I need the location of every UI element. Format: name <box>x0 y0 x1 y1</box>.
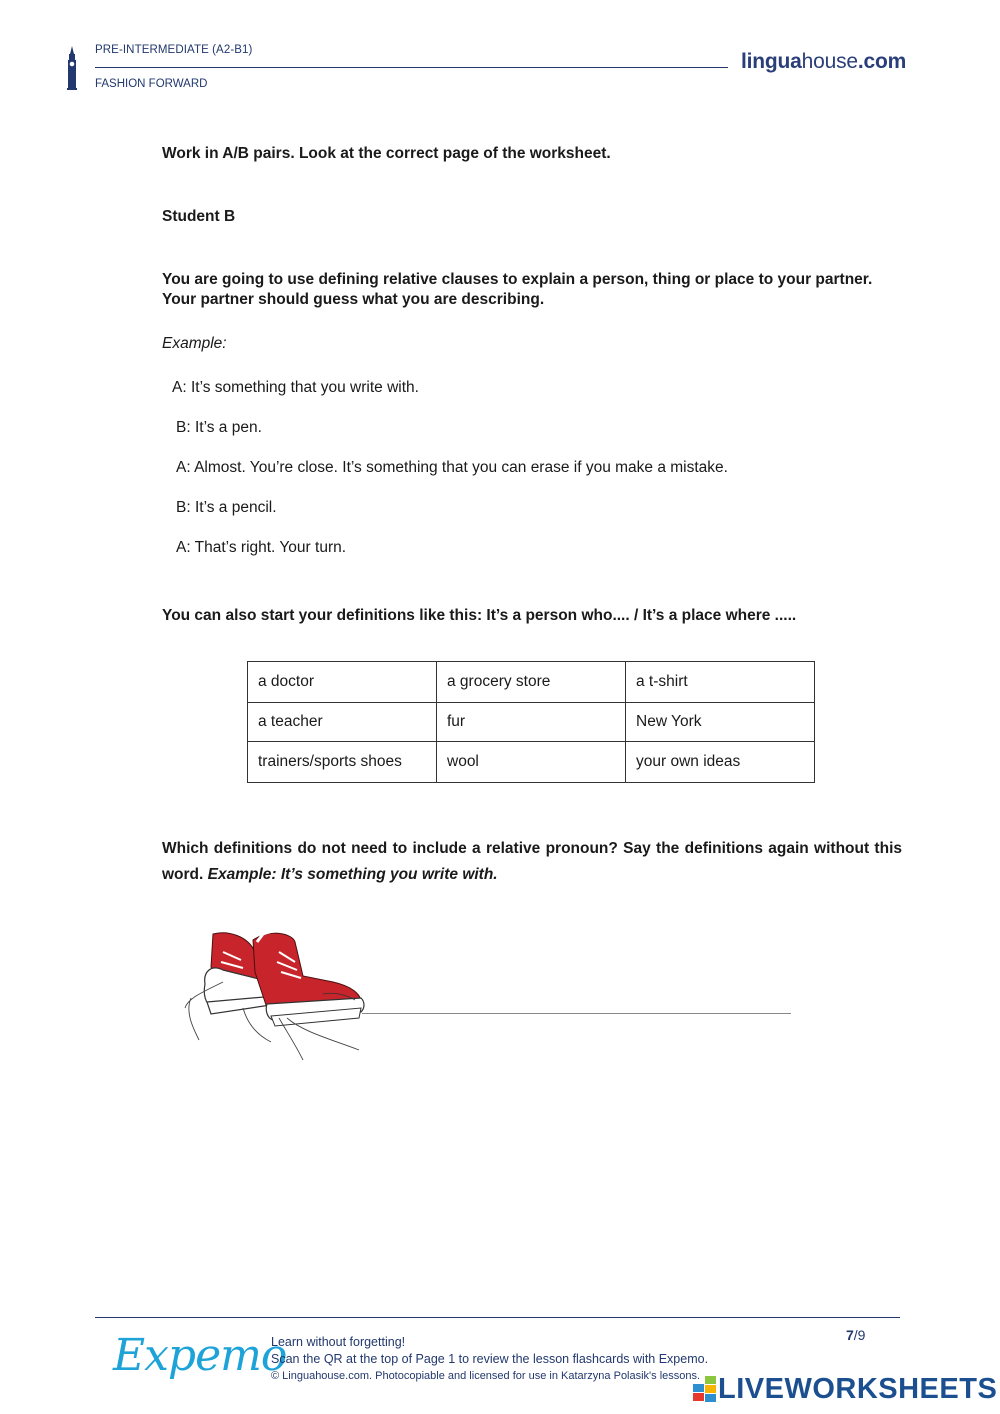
definition-starters: You can also start your definitions like this: It’s a person who.... / It’s a place where ..... <box>162 607 797 624</box>
dialogue-line: A: It’s something that you write with. <box>172 379 419 396</box>
dialogue-line: B: It’s a pen. <box>176 419 262 436</box>
table-cell: fur <box>437 703 626 742</box>
example-label: Example: <box>162 335 227 352</box>
task-instruction: You are going to use defining relative clauses to explain a person, thing or place to your partner. Your partner should guess what you are describing. <box>162 271 873 308</box>
big-ben-icon <box>64 46 80 90</box>
table-cell: a t-shirt <box>626 662 815 703</box>
footer-text <box>271 1334 708 1385</box>
answer-line <box>362 1013 791 1014</box>
header-divider <box>95 67 728 68</box>
expemo-logo: Expemo <box>113 1330 287 1381</box>
table-row <box>248 662 815 703</box>
footer-qr-note: Scan the QR at the top of Page 1 to review the lesson flashcards with Expemo. <box>271 1352 709 1366</box>
footer-divider <box>95 1317 900 1318</box>
brand-tld: .com <box>857 50 907 73</box>
brand-light: house <box>801 50 858 73</box>
page-number <box>846 1327 865 1343</box>
footer-copyright: © Linguahouse.com. Photocopiable and licensed for use in Katarzyna Polasik's lessons. <box>271 1370 701 1382</box>
vocabulary-table <box>247 661 815 783</box>
table-cell: a doctor <box>248 662 437 703</box>
liveworksheets-watermark: LIVEWORKSHEETS <box>718 1373 998 1405</box>
table-cell: wool <box>437 742 626 783</box>
dialogue-line: A: That’s right. Your turn. <box>176 539 347 556</box>
table-row <box>248 742 815 783</box>
question-example: Example: It’s something you write with. <box>207 866 498 883</box>
course-level: PRE-INTERMEDIATE (A2-B1) <box>95 44 253 56</box>
footer-tagline: Learn without forgetting! <box>271 1335 406 1349</box>
liveworksheets-icon <box>693 1376 717 1402</box>
brand-bold: lingua <box>741 50 802 73</box>
dialogue-line: A: Almost. You’re close. It’s something that you can erase if you make a mistake. <box>176 459 728 476</box>
student-label: Student B <box>162 208 236 225</box>
table-cell: a teacher <box>248 703 437 742</box>
relative-pronoun-question <box>162 836 902 888</box>
table-cell: a grocery store <box>437 662 626 703</box>
table-cell: your own ideas <box>626 742 815 783</box>
page-current: 7 <box>846 1327 854 1343</box>
dialogue-line: B: It’s a pencil. <box>176 499 277 516</box>
page-total: /9 <box>853 1327 866 1343</box>
lesson-topic: FASHION FORWARD <box>95 78 208 90</box>
red-sneakers-image <box>183 922 373 1064</box>
table-cell: trainers/sports shoes <box>248 742 437 783</box>
table-row <box>248 703 815 742</box>
pairs-instruction: Work in A/B pairs. Look at the correct page of the worksheet. <box>162 145 611 162</box>
table-cell: New York <box>626 703 815 742</box>
question-text: Which definitions do not need to include a relative pronoun? Say the definitions again without this word. <box>162 840 902 883</box>
linguahouse-logo <box>741 50 906 74</box>
